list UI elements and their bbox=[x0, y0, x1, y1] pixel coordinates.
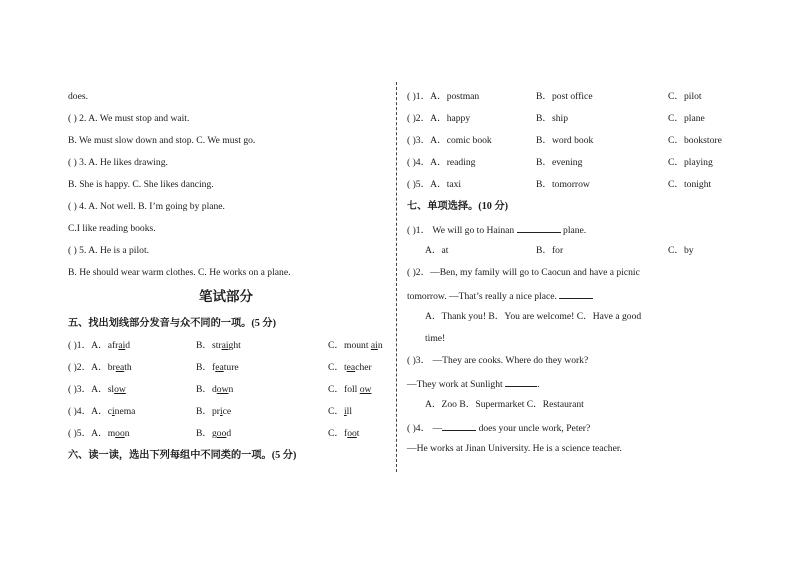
question-number: ( )3．A． bbox=[68, 384, 108, 395]
odd-option-a: ( )5．A．taxi bbox=[407, 179, 462, 190]
underlined-letters: ow bbox=[216, 384, 229, 395]
option-label: B． bbox=[196, 406, 212, 417]
word-part: str bbox=[212, 340, 222, 351]
option-line: B. We must slow down and stop. C. We must go. bbox=[68, 135, 256, 146]
answer-blank bbox=[517, 223, 561, 233]
word-part: ght bbox=[228, 340, 241, 351]
phonics-option-b bbox=[196, 428, 231, 440]
question-2-options: A．Thank you! B．You are welcome! C．Have a good bbox=[425, 311, 642, 322]
word-part: ll bbox=[346, 406, 353, 417]
option-label: B． bbox=[196, 340, 212, 351]
question-3-options: A．Zoo B．Supermarket C．Restaurant bbox=[425, 399, 584, 410]
underlined-letters: oo bbox=[216, 428, 227, 439]
phonics-option-a bbox=[68, 384, 126, 396]
odd-option-b: B．ship bbox=[536, 113, 568, 124]
phonics-option-c bbox=[328, 362, 372, 374]
phonics-option-b bbox=[196, 406, 231, 418]
question-text: ( )1． We will go to Hainan bbox=[407, 225, 517, 236]
option-label: C． bbox=[328, 362, 344, 373]
option-label: C． bbox=[328, 406, 344, 417]
underlined-letters: ai bbox=[118, 340, 126, 351]
phonics-option-a bbox=[68, 406, 135, 418]
phonics-option-b bbox=[196, 340, 241, 352]
option-label: B． bbox=[196, 428, 212, 439]
question-text: —They work at Sunlight bbox=[407, 379, 506, 390]
question-2-line-2 bbox=[407, 289, 593, 303]
option-c: C．by bbox=[668, 245, 694, 256]
odd-option-b: B．post office bbox=[536, 91, 593, 102]
underlined-letters: ai bbox=[370, 340, 378, 351]
option-label: B． bbox=[196, 384, 212, 395]
word-part: pr bbox=[212, 406, 220, 417]
answer-blank bbox=[442, 421, 476, 431]
question-1 bbox=[407, 223, 586, 237]
odd-option-b: B．word book bbox=[536, 135, 594, 146]
option-label: C． bbox=[328, 340, 344, 351]
word-part: t bbox=[356, 428, 360, 439]
underlined-letters: oo bbox=[115, 428, 125, 439]
underlined-letters: ai bbox=[221, 340, 229, 351]
question-line: ( ) 2. A. We must stop and wait. bbox=[68, 113, 190, 124]
question-2-options-cont: time! bbox=[425, 333, 446, 344]
phonics-option-c bbox=[328, 428, 359, 440]
odd-option-c: C．plane bbox=[668, 113, 705, 124]
section-6-heading: 六、读一读，选出下列每组中不同类的一项。(5 分) bbox=[68, 450, 297, 461]
underlined-letters: oo bbox=[347, 428, 357, 439]
underlined-letters: ow bbox=[114, 384, 126, 395]
word-part: ture bbox=[223, 362, 239, 373]
question-3-line-1: ( )3． —They are cooks. Where do they work? bbox=[407, 355, 589, 366]
question-text-end: . bbox=[537, 379, 540, 390]
word-part: g bbox=[212, 428, 217, 439]
word-part: t bbox=[344, 362, 347, 373]
odd-option-a: ( )4．A．reading bbox=[407, 157, 476, 168]
underlined-letters: ow bbox=[359, 384, 372, 395]
odd-option-c: C．bookstore bbox=[668, 135, 722, 146]
left-column bbox=[0, 0, 395, 561]
written-part-title: 笔试部分 bbox=[199, 289, 253, 304]
question-number: ( )5．A． bbox=[68, 428, 108, 439]
option-label: B． bbox=[196, 362, 212, 373]
question-text-end: does your uncle work, Peter? bbox=[476, 423, 591, 434]
word-part: th bbox=[124, 362, 132, 373]
section-7-heading: 七、单项选择。(10 分) bbox=[407, 201, 509, 212]
underlined-letters: ea bbox=[215, 362, 224, 373]
question-2-line-1: ( )2．—Ben, my family will go to Caocun and have a picnic bbox=[407, 267, 640, 278]
phonics-option-a bbox=[68, 340, 130, 352]
word-part: f bbox=[212, 362, 216, 373]
word-part: m bbox=[107, 428, 116, 439]
question-line: ( ) 5. A. He is a pilot. bbox=[68, 245, 150, 256]
answer-blank bbox=[559, 289, 593, 299]
question-number: ( )4．A． bbox=[68, 406, 108, 417]
option-line: C.I like reading books. bbox=[68, 223, 156, 234]
option-line: B. He should wear warm clothes. C. He works on a plane. bbox=[68, 267, 291, 278]
section-5-heading: 五、找出划线部分发音与众不同的一项。(5 分) bbox=[68, 318, 276, 329]
underlined-letters: i bbox=[344, 406, 347, 417]
answer-blank bbox=[505, 377, 537, 387]
word-part: sl bbox=[107, 384, 115, 395]
word-part: f bbox=[344, 428, 348, 439]
text-line: does. bbox=[68, 91, 88, 102]
word-part: n bbox=[228, 384, 234, 395]
word-part: d bbox=[226, 428, 232, 439]
option-label: C． bbox=[328, 384, 344, 395]
word-part: ce bbox=[222, 406, 232, 417]
word-part: n bbox=[124, 428, 130, 439]
phonics-option-b bbox=[196, 362, 239, 374]
odd-option-a: ( )3．A．comic book bbox=[407, 135, 492, 146]
phonics-option-b bbox=[196, 384, 233, 396]
phonics-option-a bbox=[68, 362, 132, 374]
option-a: A．at bbox=[425, 245, 449, 256]
phonics-option-c bbox=[328, 406, 352, 418]
odd-option-c: C．playing bbox=[668, 157, 713, 168]
right-column bbox=[398, 0, 794, 561]
question-text-end: plane. bbox=[560, 225, 587, 236]
question-4-line-1 bbox=[407, 421, 590, 435]
odd-option-c: C．pilot bbox=[668, 91, 702, 102]
question-4-line-2: —He works at Jinan University. He is a science teacher. bbox=[407, 443, 622, 454]
option-line: B. She is happy. C. She likes dancing. bbox=[68, 179, 214, 190]
word-part: n bbox=[377, 340, 383, 351]
odd-option-b: B．evening bbox=[536, 157, 583, 168]
question-line: ( ) 4. A. Not well. B. I’m going by plane. bbox=[68, 201, 225, 212]
option-label: C． bbox=[328, 428, 344, 439]
question-text: ( )4． — bbox=[407, 423, 443, 434]
underlined-letters: i bbox=[111, 406, 115, 417]
phonics-option-c bbox=[328, 384, 371, 396]
option-b: B．for bbox=[536, 245, 564, 256]
word-part: br bbox=[107, 362, 116, 373]
underlined-letters: i bbox=[220, 406, 223, 417]
word-part: mount bbox=[344, 340, 371, 351]
word-part: d bbox=[212, 384, 217, 395]
word-part: nema bbox=[114, 406, 136, 417]
odd-option-a: ( )1．A．postman bbox=[407, 91, 480, 102]
odd-option-a: ( )2．A．happy bbox=[407, 113, 471, 124]
column-divider bbox=[396, 82, 397, 472]
word-part: cher bbox=[355, 362, 372, 373]
odd-option-b: B．tomorrow bbox=[536, 179, 590, 190]
question-3-line-2 bbox=[407, 377, 539, 391]
question-text: tomorrow. —That’s really a nice place. bbox=[407, 291, 560, 302]
odd-option-c: C．tonight bbox=[668, 179, 712, 190]
question-line: ( ) 3. A. He likes drawing. bbox=[68, 157, 168, 168]
question-number: ( )1．A． bbox=[68, 340, 108, 351]
word-part: afr bbox=[107, 340, 119, 351]
phonics-option-c bbox=[328, 340, 383, 352]
question-number: ( )2．A． bbox=[68, 362, 108, 373]
underlined-letters: ea bbox=[346, 362, 356, 373]
word-part: foll bbox=[344, 384, 360, 395]
phonics-option-a bbox=[68, 428, 130, 440]
word-part: c bbox=[107, 406, 112, 417]
word-part: d bbox=[125, 340, 131, 351]
underlined-letters: ea bbox=[115, 362, 125, 373]
